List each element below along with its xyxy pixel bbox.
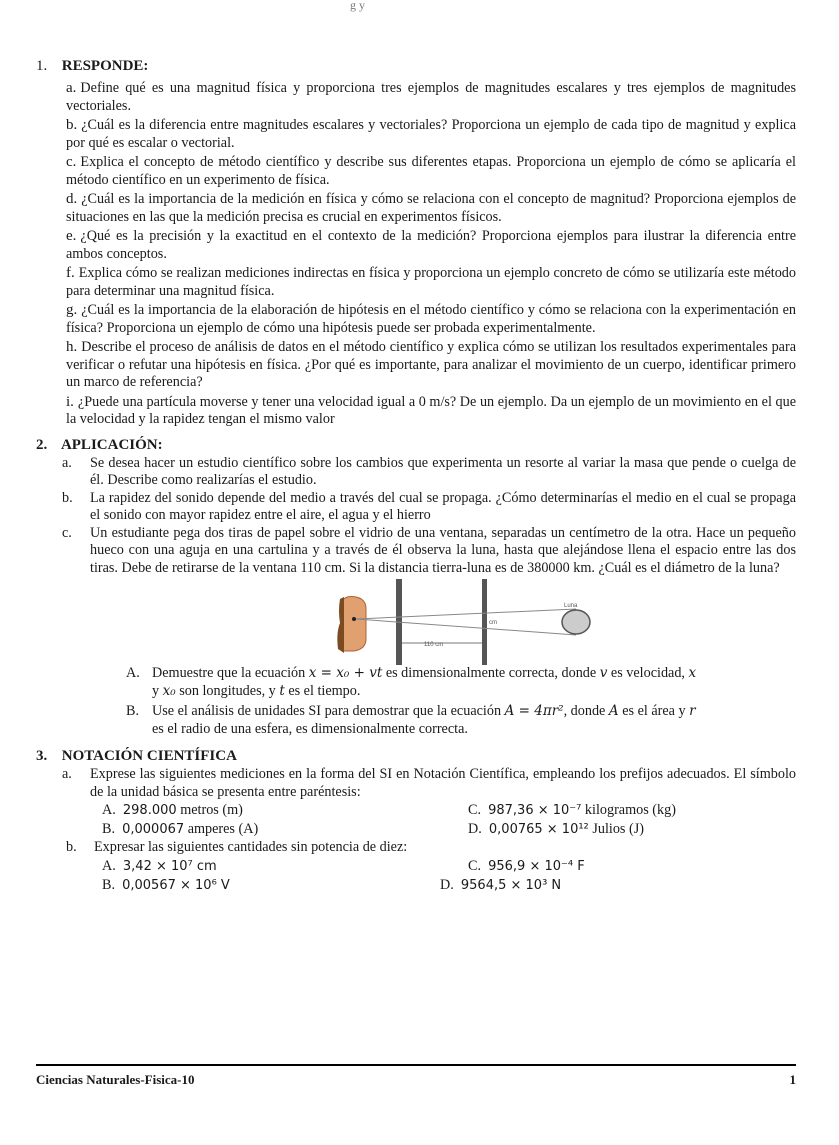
section-2-title: APLICACIÓN: bbox=[60, 436, 163, 453]
page-footer bbox=[36, 1064, 796, 1088]
moon-diameter-diagram bbox=[36, 579, 796, 665]
question-3a-row2 bbox=[36, 820, 796, 839]
moon-icon bbox=[562, 610, 590, 634]
section-3-heading bbox=[36, 746, 796, 766]
section-3-number: 3. bbox=[36, 748, 48, 764]
question-1i: i. ¿Puede una partícula moverse y tener una velocidad igual a 0 m/s? De un ejemplo. Da un ejemplo de un movimiento en el que la velocidad y la rapidez tengan el mismo valor bbox=[66, 393, 796, 427]
sight-line-upper bbox=[356, 609, 576, 619]
question-2c-B: B. Use el análisis de unidades SI para demostrar que la ecuación A = 4πr², donde A es el área y r es el radio de una esfera, es dimensionalmente correcta. bbox=[126, 703, 696, 737]
gap-label: 1 cm bbox=[484, 620, 498, 626]
footer-page-number: 1 bbox=[789, 1072, 796, 1087]
footer-course: Ciencias Naturales-Fisica-10 bbox=[36, 1072, 195, 1087]
question-1c: c. Explica el concepto de método científico y describe sus diferentes etapas. Proporciona un ejemplo de cómo se aplicaría el método científico en un experimento de física. bbox=[66, 154, 796, 188]
section-1-number: 1. bbox=[36, 58, 48, 74]
item-3b-D: D. 9564,5 × 10³ N bbox=[440, 876, 562, 893]
item-3a-C: C. 987,36 × 10⁻⁷ kilogramos (kg) bbox=[468, 802, 676, 818]
question-2c-A: A. Demuestre que la ecuación x = x₀ + vt es dimensionalmente correcta, donde v es velocidad, x y x₀ son longitudes, y t es el tiempo. bbox=[126, 665, 697, 699]
question-3b: b. Expresar las siguientes cantidades sin potencia de diez: bbox=[66, 839, 408, 855]
question-1d: d. ¿Cuál es la importancia de la medición en física y cómo se relaciona con el concepto de magnitud? Proporciona ejemplos de situaciones en las que la medición precisa es crucial en experimentos físicos. bbox=[66, 191, 796, 225]
header-fragment: g y bbox=[350, 0, 365, 12]
item-3a-A: A. 298.000 metros (m) bbox=[102, 802, 243, 818]
section-1-heading bbox=[36, 56, 796, 76]
sight-line-lower bbox=[356, 619, 576, 635]
question-3a: a. Exprese las siguientes mediciones en la forma del SI en Notación Científica, empleando los prefijos adecuados. El símbolo de la unidad básica se presenta entre paréntesis: bbox=[62, 766, 796, 800]
moon-label: Luna bbox=[564, 603, 578, 609]
item-3b-A: A. 3,42 × 10⁷ cm bbox=[102, 857, 217, 874]
question-1b: b. ¿Cuál es la diferencia entre magnitudes escalares y vectoriales? Proporciona un ejemplo de cada tipo de magnitud y explica por qué es escalar o vectorial. bbox=[66, 117, 796, 151]
section-2-heading bbox=[36, 435, 796, 455]
question-1a: a. Define qué es una magnitud física y proporciona tres ejemplos de magnitudes escalares y tres ejemplos de magnitudes vectoriales. bbox=[66, 80, 796, 114]
question-3a-row1 bbox=[36, 801, 796, 820]
section-1-title: RESPONDE: bbox=[61, 58, 149, 74]
observer-face-icon bbox=[337, 597, 366, 654]
distance-label: 110 cm bbox=[424, 642, 444, 648]
worksheet bbox=[36, 52, 796, 895]
question-1e: e. ¿Qué es la precisión y la exactitud en el contexto de la medición? Proporciona ejemplos para ilustrar la diferencia entre ambos conceptos. bbox=[66, 228, 796, 262]
item-3a-D: D. 0,00765 × 10¹² Julios (J) bbox=[468, 821, 644, 837]
question-2a: a. Se desea hacer un estudio científico sobre los cambios que experimenta un resorte al variar la masa que pende o cuelga de él. Describe como realizarías el estudio. bbox=[62, 454, 796, 488]
item-3a-B: B. 0,000067 amperes (A) bbox=[102, 821, 259, 837]
item-3b-C: C. 956,9 × 10⁻⁴ F bbox=[468, 857, 585, 874]
section-1-questions bbox=[36, 80, 796, 429]
question-1h: h. Describe el proceso de análisis de datos en el método científico y explica cómo se utilizan los resultados experimentales para verificar o refutar una hipótesis en física. ¿Por qué es importante, para analizar el movimiento de un cuerpo, identificar primero un marco de referencia? bbox=[66, 339, 796, 390]
question-3b-row1 bbox=[36, 857, 796, 876]
section-3-title: NOTACIÓN CIENTÍFICA bbox=[61, 748, 237, 764]
item-3b-B: B. 0,00567 × 10⁶ V bbox=[102, 876, 230, 893]
question-3b-row2 bbox=[36, 876, 796, 895]
question-1g: g. ¿Cuál es la importancia de la elaboración de hipótesis en el método científico y cómo se relaciona con la experimentación en física? Proporciona un ejemplo de cómo una hipótesis puede ser probada experimentalmente. bbox=[66, 302, 796, 336]
question-2c: c. Un estudiante pega dos tiras de papel sobre el vidrio de una ventana, separadas un centímetro de la otra. Hace un pequeño hueco con una aguja en una cartulina y a través de él observa la luna, hasta que alejándose llena el espacio entre las dos tiras. Debe de retirarse de la ventana 110 cm. Si la distancia tierra-luna es de 380000 km. ¿Cuál es el diámetro de la luna? bbox=[62, 524, 796, 576]
question-2b: b. La rapidez del sonido depende del medio a través del cual se propaga. ¿Cómo determinarías el medio en el cual se propaga el sonido con mayor rapidez entre el aire, el agua y el hierro bbox=[62, 489, 796, 523]
section-2-number: 2. bbox=[36, 436, 48, 453]
question-1f: f. Explica cómo se realizan mediciones indirectas en física y proporciona un ejemplo concreto de cómo se utilizaría este método para determinar una magnitud física. bbox=[66, 265, 796, 299]
